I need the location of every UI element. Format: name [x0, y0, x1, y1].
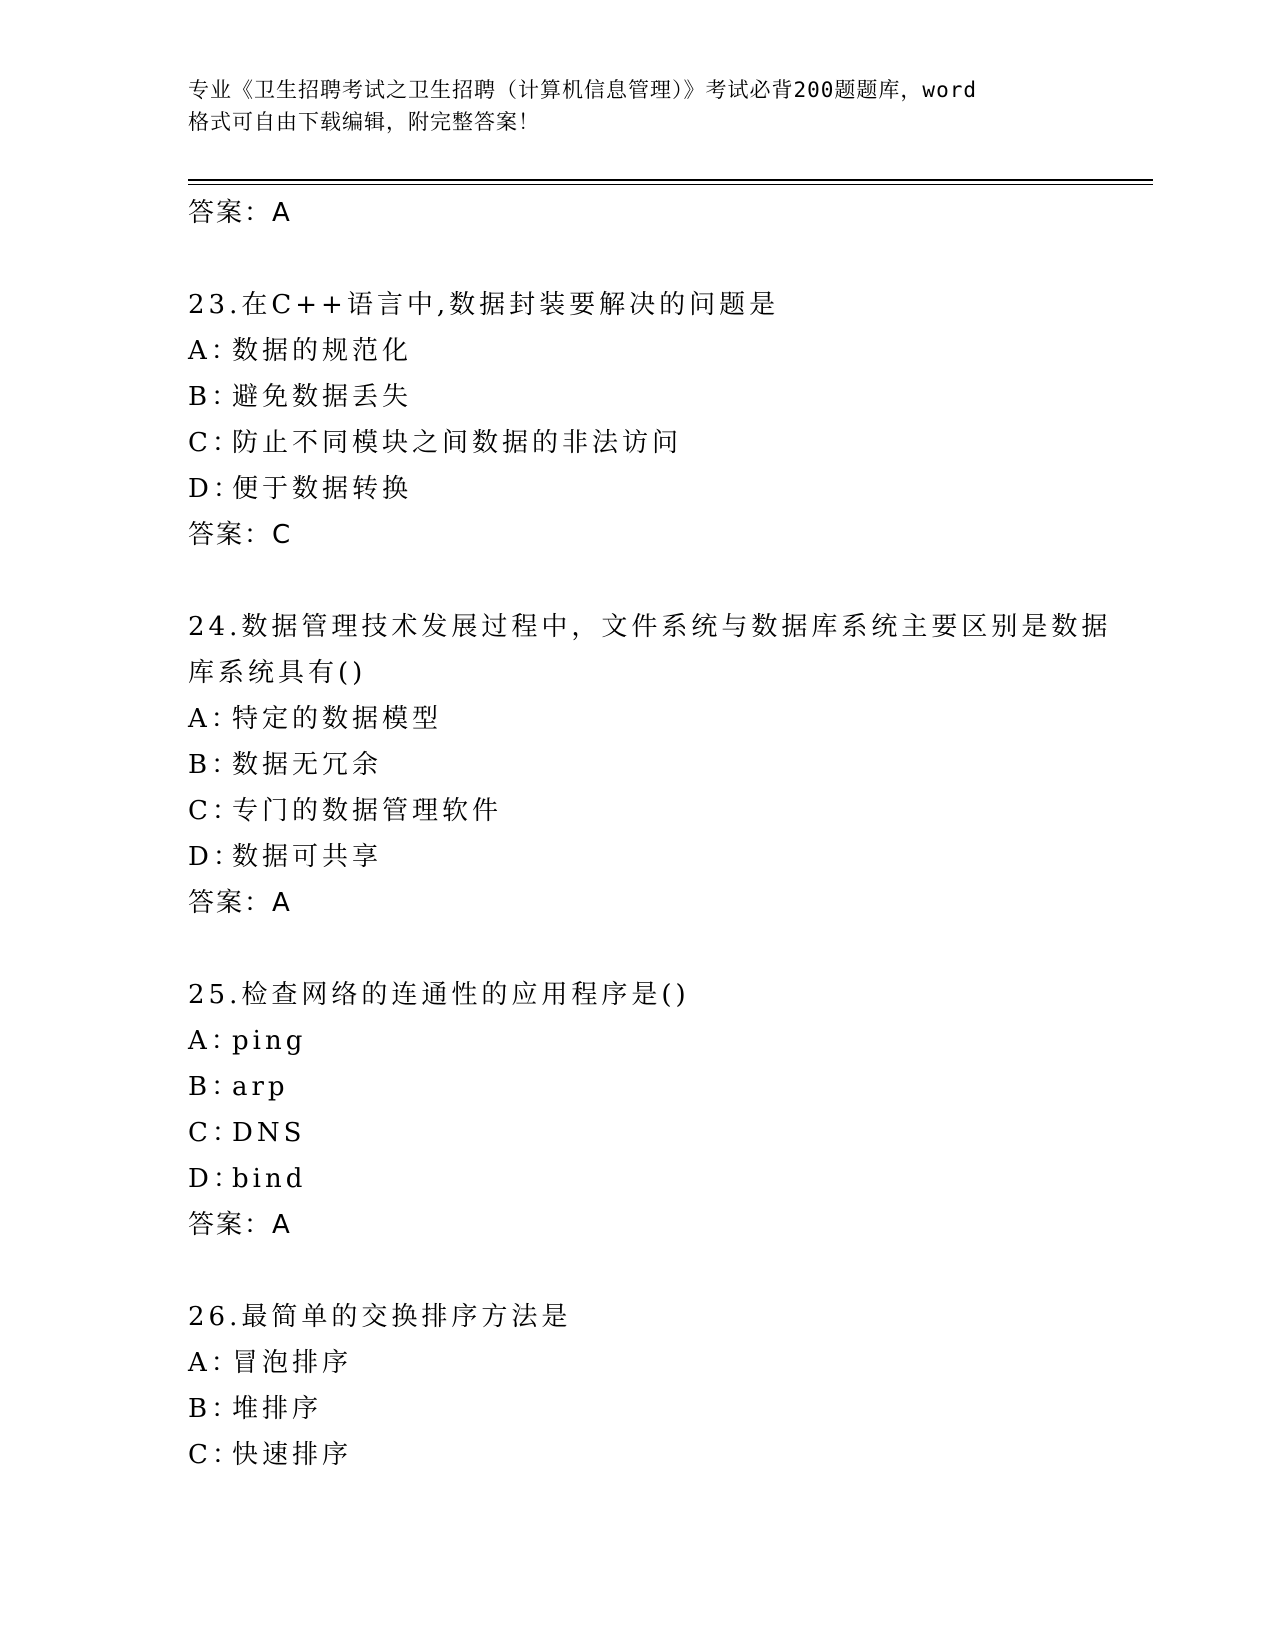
option-text: 特定的数据模型 — [232, 704, 443, 734]
option-text: 便于数据转换 — [232, 474, 413, 504]
question-23 — [188, 282, 1128, 558]
question-text: 25.检查网络的连通性的应用程序是() — [188, 980, 690, 1010]
option-letter: A： — [188, 336, 241, 366]
option-letter: D： — [188, 842, 243, 872]
question-24 — [188, 604, 1128, 926]
option-letter: D： — [188, 1164, 243, 1194]
option-letter: A： — [188, 1026, 241, 1056]
answer-line: 答案：A — [188, 888, 292, 918]
header-line-2: 格式可自由下载编辑，附完整答案！ — [188, 110, 540, 134]
question-26 — [188, 1294, 1128, 1478]
option-a — [188, 1340, 1128, 1386]
option-text: DNS — [232, 1118, 306, 1148]
option-letter: A： — [188, 1348, 241, 1378]
option-text: 数据无冗余 — [232, 750, 383, 780]
question-text: 26.最简单的交换排序方法是 — [188, 1302, 572, 1332]
header-rule-thick — [188, 179, 1153, 181]
document-content — [188, 190, 1128, 1478]
option-d — [188, 466, 1128, 512]
answer-line: 答案：C — [188, 520, 293, 550]
answer-line: 答案：A — [188, 198, 292, 228]
option-text: 冒泡排序 — [232, 1348, 353, 1378]
option-letter: B： — [188, 382, 242, 412]
option-letter: C： — [188, 1118, 242, 1148]
question-text: 24.数据管理技术发展过程中，文件系统与数据库系统主要区别是数据库系统具有() — [188, 612, 1112, 688]
option-b — [188, 1064, 1128, 1110]
option-letter: C： — [188, 1440, 242, 1470]
option-c — [188, 420, 1128, 466]
option-letter: A： — [188, 704, 241, 734]
option-d — [188, 1156, 1128, 1202]
option-text: bind — [232, 1164, 307, 1194]
question-text: 23.在C++语言中,数据封装要解决的问题是 — [188, 290, 780, 320]
option-text: 专门的数据管理软件 — [232, 796, 503, 826]
option-c — [188, 1432, 1128, 1478]
option-a — [188, 696, 1128, 742]
question-25 — [188, 972, 1128, 1248]
option-b — [188, 742, 1128, 788]
option-letter: B： — [188, 1394, 242, 1424]
answer-line: 答案：A — [188, 1210, 292, 1240]
option-text: 避免数据丢失 — [232, 382, 413, 412]
option-letter: D： — [188, 474, 243, 504]
option-a — [188, 1018, 1128, 1064]
option-letter: C： — [188, 428, 242, 458]
option-d — [188, 834, 1128, 880]
option-b — [188, 374, 1128, 420]
option-text: 防止不同模块之间数据的非法访问 — [232, 428, 683, 458]
option-text: 数据可共享 — [232, 842, 383, 872]
header-line-1: 专业《卫生招聘考试之卫生招聘（计算机信息管理）》考试必背200题题库，word — [188, 78, 977, 102]
option-letter: C： — [188, 796, 242, 826]
option-text: arp — [232, 1072, 289, 1102]
option-c — [188, 1110, 1128, 1156]
option-a — [188, 328, 1128, 374]
option-text: 数据的规范化 — [232, 336, 413, 366]
option-letter: B： — [188, 750, 242, 780]
option-b — [188, 1386, 1128, 1432]
option-letter: B： — [188, 1072, 242, 1102]
header-rule-thin — [188, 184, 1153, 185]
document-header — [188, 74, 1088, 138]
option-c — [188, 788, 1128, 834]
option-text: 快速排序 — [232, 1440, 353, 1470]
option-text: ping — [232, 1026, 307, 1056]
option-text: 堆排序 — [232, 1394, 323, 1424]
